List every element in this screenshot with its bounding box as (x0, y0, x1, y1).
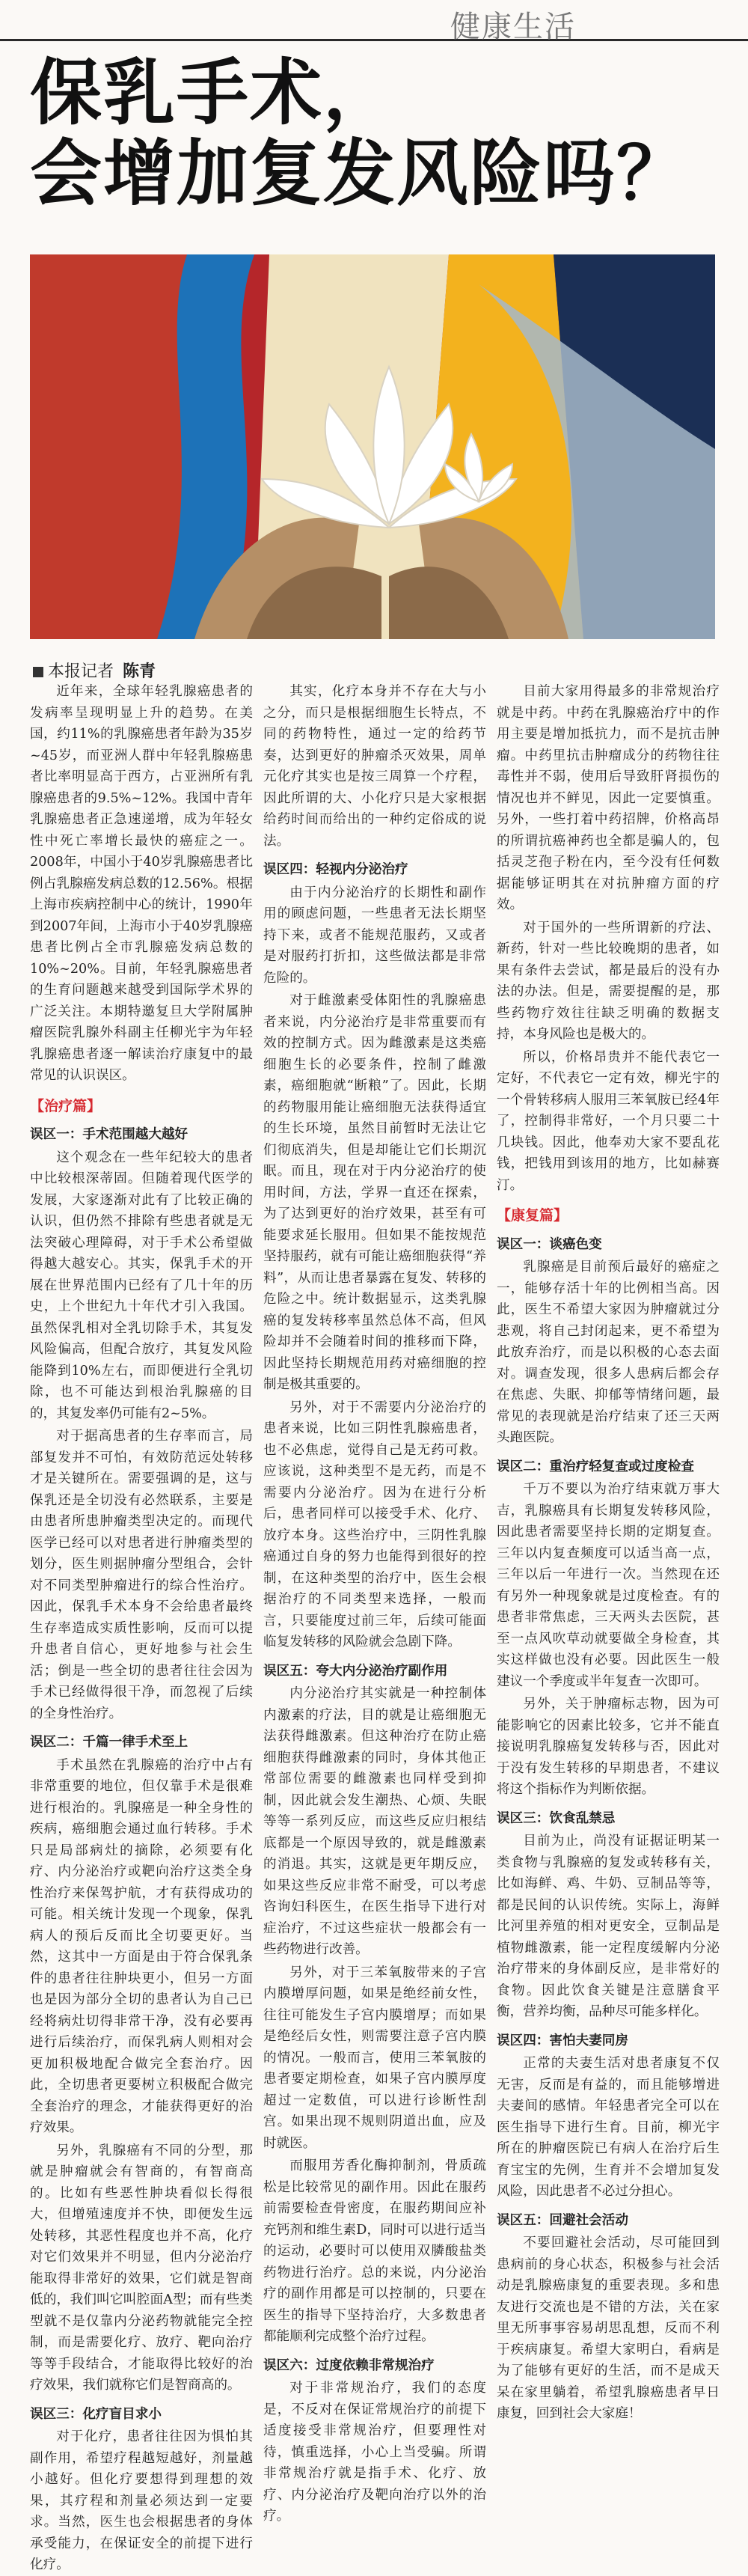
myth-1-title: 误区一：手术范围越大越好 (30, 1127, 188, 1142)
myth-5-paragraph-2: 另外，对于三苯氧胺带来的子宫内膜增厚问题，如果是绝经前女性，往往可能发生子宫内膜增厚；而如果是绝经后女性，则需要注意子宫内膜的情况。一般而言，使用三苯氧胺的患者要定期检查，如果子宫内膜厚度超过一定数值，可以进行诊断性刮宫。如果出现不规则阴道出血，应及时就医。 (263, 1965, 486, 2151)
article-column-2 (263, 681, 486, 2524)
article-column-3 (497, 681, 720, 2421)
section-header-bar (0, 0, 748, 44)
recovery-4-paragraph: 正常的夫妻生活对患者康复不仅无害，反而是有益的，而且能够增进夫妻间的感情。年轻患者完全可以在医生指导下进行生育。目前，柳光宇所在的肿瘤医院已有病人在治疗后生育宝宝的先例，生育并不会增加复发风险，因此患者不必过分担心。 (497, 2056, 720, 2199)
recovery-5-paragraph: 不要回避社会活动，尽可能回到患病前的身心状态，积极参与社会活动是乳腺癌康复的重要表现。多和患友进行交流也是不错的方法，关在家里无所事事容易胡思乱想，反而不利于疾病康复。希望大家明白，看病是为了能够有更好的生活，而不是成天呆在家里躺着，希望乳腺癌患者早日康复，回到社会大家庭！ (497, 2235, 720, 2421)
recovery-2-title: 误区二：重治疗轻复查或过度检查 (497, 1459, 694, 1474)
section-tag-treatment: 【治疗篇】 (30, 1097, 102, 1114)
myth-4-title: 误区四：轻视内分泌治疗 (263, 862, 408, 877)
myth-6-paragraph-4: 所以，价格昂贵并不能代表它一定好，不代表它一定有效，柳光宇的一个骨转移病人服用三苯氧胺已经4年了，控制得非常好，一个月只要二十几块钱。因此，他奉劝大家不要乱花钱，把钱用到该用的地方，比如赫赛汀。 (497, 1049, 720, 1193)
myth-6-paragraph-3: 对于国外的一些所谓新的疗法、新药，针对一些比较晚期的患者，如果有条件去尝试，都是最后的没有办法的办法。但是，需要提醒的是，那些药物疗效往往缺乏明确的数据支持，本身风险也是极大的。 (497, 920, 720, 1042)
myth-4-paragraph-1: 由于内分泌治疗的长期性和副作用的顾虑问题，一些患者无法长期坚持下来，或者不能规范服药，又或者是对服药打折扣，这些做法都是非常危险的。 (263, 885, 486, 986)
myth-4-paragraph-3: 另外，对于不需要内分泌治疗的患者来说，比如三阴性乳腺癌患者，也不必焦虑，觉得自己是无药可救。应该说，这种类型不是无药，而是不需要内分泌治疗。因为在进行分析后，患者同样可以接受手术、化疗、放疗本身。这些治疗中，三阴性乳腺癌通过自身的努力也能得到很好的控制，在这种类型的治疗中，医生会根据治疗的不同类型来选择，一般而言，只要能度过前三年，后续可能面临复发转移的风险就会急剧下降。 (263, 1400, 486, 1649)
hands-lotus-illustration (30, 254, 715, 639)
byline-reporter: 陈青 (123, 662, 156, 681)
myth-3-paragraph-2: 其实，化疗本身并不存在大与小之分，而只是根据细胞生长特点，不同的药物特性，通过一定的给药节奏，达到更好的肿瘤杀灭效果，周单元化疗其实也是按三周算一个疗程，因此所谓的大、小化疗只是大家根据给药时间而给出的一种约定俗成的说法。 (263, 684, 486, 849)
headline-line-2: 会增加复发风险吗？ (30, 132, 690, 216)
recovery-4-title: 误区四：害怕夫妻同房 (497, 2033, 628, 2048)
recovery-2-paragraph-1: 千万不要以为治疗结束就万事大吉，乳腺癌具有长期复发转移风险，因此患者需要坚持长期的定期复查。三年以内复查频度可以适当高一点，三年以后一年进行一次。当然现在还有另外一种现象就是过度检查。有的患者非常焦虑，三天两头去医院，甚至一点风吹草动就要做全身检查，其实这样做也没有必要。因此医生一般建议一个季度或半年复查一次即可。 (497, 1482, 720, 1689)
myth-5-paragraph-1: 内分泌治疗其实就是一种控制体内激素的疗法，目的就是让癌细胞无法获得雌激素。但这种治疗在防止癌细胞获得雌激素的同时，身体其他正常部位需要的雌激素也同样受到抑制，因此就会发生潮热、心烦、失眠等等一系列反应，而这些反应归根结底都是一个原因导致的，就是雌激素的消退。其实，这就是更年期反应，如果这些反应非常不耐受，可以考虑咨询妇科医生，在医生指导下进行对症治疗，不过这些症状一般都会有一些药物进行改善。 (263, 1686, 486, 1957)
section-tag-recovery: 【康复篇】 (497, 1207, 568, 1224)
myth-6-paragraph-2: 目前大家用得最多的非常规治疗就是中药。中药在乳腺癌治疗中的作用主要是增加抵抗力，而不是抗击肿瘤。中药里抗击肿瘤成分的药物往往毒性并不弱，使用后导致肝肾损伤的情况也并不鲜见，因此一定要慎重。另外，一些打着中药招牌，价格高昂的所谓抗癌神药也全都是骗人的，包括灵芝孢子粉在内，至今没有任何数据能够证明其在对抗肿瘤方面的疗效。 (497, 684, 720, 912)
myth-2-title: 误区二：千篇一律手术至上 (30, 1735, 188, 1750)
recovery-5-title: 误区五：回避社会活动 (497, 2212, 628, 2228)
myth-5-paragraph-3: 而服用芳香化酶抑制剂，骨质疏松是比较常见的副作用。因此在服药前需要检查骨密度，在服药期间应补充钙剂和维生素D，同时可以进行适当的运动，必要时可以使用双膦酸盐类药物进行治疗。总的来说，内分泌治疗的副作用都是可以控制的，只要在医生的指导下坚持治疗，大多数患者都能顺利完成整个治疗过程。 (263, 2158, 486, 2344)
recovery-3-title: 误区三：饮食乱禁忌 (497, 1810, 616, 1826)
article-column-1 (30, 681, 253, 2572)
page-title (30, 52, 733, 214)
myth-4-paragraph-2: 对于雌激素受体阳性的乳腺癌患者来说，内分泌治疗是非常重要而有效的控制方式。因为雌激素是这类癌细胞生长的必要条件，控制了雌激素，癌细胞就“断粮”了。因此，长期的药物服用能让癌细胞无法获得适宜的生长环境，虽然目前暂时无法让它们彻底消失，但是却能让它们长期沉眠。而且，现在对于内分泌治疗的使用时间，方法，学界一直还在探索，为了达到更好的治疗效果，甚至有可能要求延长服用。但如果不能按规范坚持服药，就有可能让癌细胞获得“养料”，从而让患者暴露在复发、转移的危险之中。统计数据显示，这类乳腺癌的复发转移率虽然总体不高，但风险却并不会随着时间的推移而下降，因此坚持长期规范用药对癌细胞的控制是极其重要的。 (263, 993, 486, 1392)
section-label: 健康生活 (450, 10, 576, 44)
recovery-2-paragraph-2: 另外，关于肿瘤标志物，因为可能影响它的因素比较多，它并不能直接说明乳腺癌复发转移与否，因此对于没有发生转移的早期患者，不建议将这个指标作为判断依据。 (497, 1697, 720, 1797)
illustration-svg (30, 254, 715, 639)
myth-6-paragraph-1: 对于非常规治疗，我们的态度是，不反对在保证常规治疗的前提下适度接受非常规治疗，但要理性对待，慎重选择，小心上当受骗。所谓非常规治疗就是指手术、化疗、放疗、内分泌治疗及靶向治疗以外的治疗。 (263, 2381, 486, 2524)
myth-1-paragraph-1: 这个观念在一些年纪较大的患者中比较根深蒂固。但随着现代医学的发展，大家逐渐对此有了比较正确的认识，但仍然不排除有些患者就是无法突破心理障碍，对于手术公希望做得越大越安心。其实，保乳手术的开展在世界范围内已经有了几十年的历史，上个世纪九十年代才引入我国。虽然保乳相对全乳切除手术，其复发风险偏高，但配合放疗，其复发风险能降到10%左右，而即便进行全乳切除，也不可能达到根治乳腺癌的目的，其复发率仍可能有2~5%。 (30, 1150, 253, 1421)
myth-2-paragraph-1: 手术虽然在乳腺癌的治疗中占有非常重要的地位，但仅靠手术是很难进行根治的。乳腺癌是一种全身性的疾病，癌细胞会通过血行转移。手术只是局部病灶的摘除，必须要有化疗、内分泌治疗或靶向治疗这类全身性治疗来保驾护航，才有获得成功的可能。相关统计发现一个现象，保乳病人的预后反而比全切要更好。当然，这其中一方面是由于符合保乳条件的患者往往肿块更小，但另一方面也是因为部分全切的患者认为自己已经将病灶切得非常干净，没有必要再进行后续治疗，而保乳病人则相对会更加积极地配合做完全套治疗。因此，全切患者更要树立积极配合做完全套治疗的理念，才能获得更好的治疗效果。 (30, 1757, 253, 2135)
recovery-3-paragraph: 目前为止，尚没有证据证明某一类食物与乳腺癌的复发或转移有关，比如海鲜、鸡、牛奶、豆制品等等，都是民间的认识传统。实际上，海鲜比河里养殖的相对更安全，豆制品是植物雌激素，能一定程度缓解内分泌治疗带来的身体副反应，是非常好的食物。因此饮食关键是注意膳食平衡，营养均衡，品种尽可能多样化。 (497, 1834, 720, 2019)
myth-5-title: 误区五：夸大内分泌治疗副作用 (263, 1663, 448, 1679)
headline-line-1: 保乳手术， (30, 51, 396, 135)
byline-prefix: 本报记者 (48, 662, 114, 681)
myth-3-title: 误区三：化疗盲目求小 (30, 2406, 162, 2422)
myth-3-paragraph-1: 对于化疗，患者往往因为惧怕其副作用，希望疗程越短越好，剂量越小越好。但化疗要想得到理想的效果，其疗程和剂量必须达到一定要求。当然，医生也会根据患者的身体承受能力，在保证安全的前提下进行化疗。 (30, 2429, 253, 2572)
byline (33, 659, 156, 682)
byline-square-icon (33, 667, 43, 677)
recovery-1-paragraph: 乳腺癌是目前预后最好的癌症之一，能够存活十年的比例相当高。因此，医生不希望大家因为肿瘤就过分悲观，将自己封闭起来，更不希望为此放弃治疗，而是以积极的心态去面对。调查发现，很多人患病后都会存在焦虑、失眠、抑郁等情绪问题，最常见的表现就是治疗结束了还三天两头跑医院。 (497, 1260, 720, 1445)
recovery-1-title: 误区一：谈癌色变 (497, 1236, 602, 1252)
myth-6-title: 误区六：过度依赖非常规治疗 (263, 2357, 435, 2373)
myth-1-paragraph-2: 对于据高患者的生存率而言，局部复发并不可怕，有效防范远处转移才是关键所在。需要强调的是，这与保乳还是全切没有必然联系，主要是由患者所患肿瘤类型决定的。而现代医学已经可以对患者进行肿瘤类型的划分，医生则据肿瘤分型组合，会针对不同类型肿瘤进行的综合性治疗。因此，保乳手术本身不会给患者最终生存率造成实质性影响，反而可以提升患者自信心，更好地参与社会生活；倒是一些全切的患者往往会因为手术已经做得很干净，而忽视了后续的全身性治疗。 (30, 1429, 253, 1721)
intro-paragraph: 近年来，全球年轻乳腺癌患者的发病率呈现明显上升的趋势。在美国，约11%的乳腺癌患者年龄为35岁~45岁，而亚洲人群中年轻乳腺癌患者比率明显高于西方，占亚洲所有乳腺癌患者的9.5%~12%。我国中青年乳腺癌患者正急速递增，成为年轻女性中死亡率增长最快的癌症之一。2008年，中国小于40岁乳腺癌患者比例占乳腺癌发病总数的12.56%。根据上海市疾病控制中心的统计，1990年到2007年间，上海市小于40岁乳腺癌患者比例占全市乳腺癌发病总数的10%~20%。目前，年轻乳腺癌患者的生育问题越来越受到国际学术界的广泛关注。本期特邀复旦大学附属肿瘤医院乳腺外科副主任柳光宇为年轻乳腺癌患者逐一解读治疗康复中的最常见的认识误区。 (30, 684, 253, 1083)
myth-2-paragraph-2: 另外，乳腺癌有不同的分型，那就是肿瘤就会有智商的，有智商高的。比如有些恶性肿块看似长得很大，但增殖速度并不快，即便发生远处转移，其恶性程度也并不高，化疗对它们效果并不明显，但内分泌治疗能取得非常好的效果，它们就是智商低的，我们叫它叫腔面A型；而有些类型就不是仅靠内分泌药物就能完全控制，而是需要化疗、放疗、靶向治疗等等手段结合，才能取得比较好的治疗效果，我们就称它们是智商高的。 (30, 2143, 253, 2393)
